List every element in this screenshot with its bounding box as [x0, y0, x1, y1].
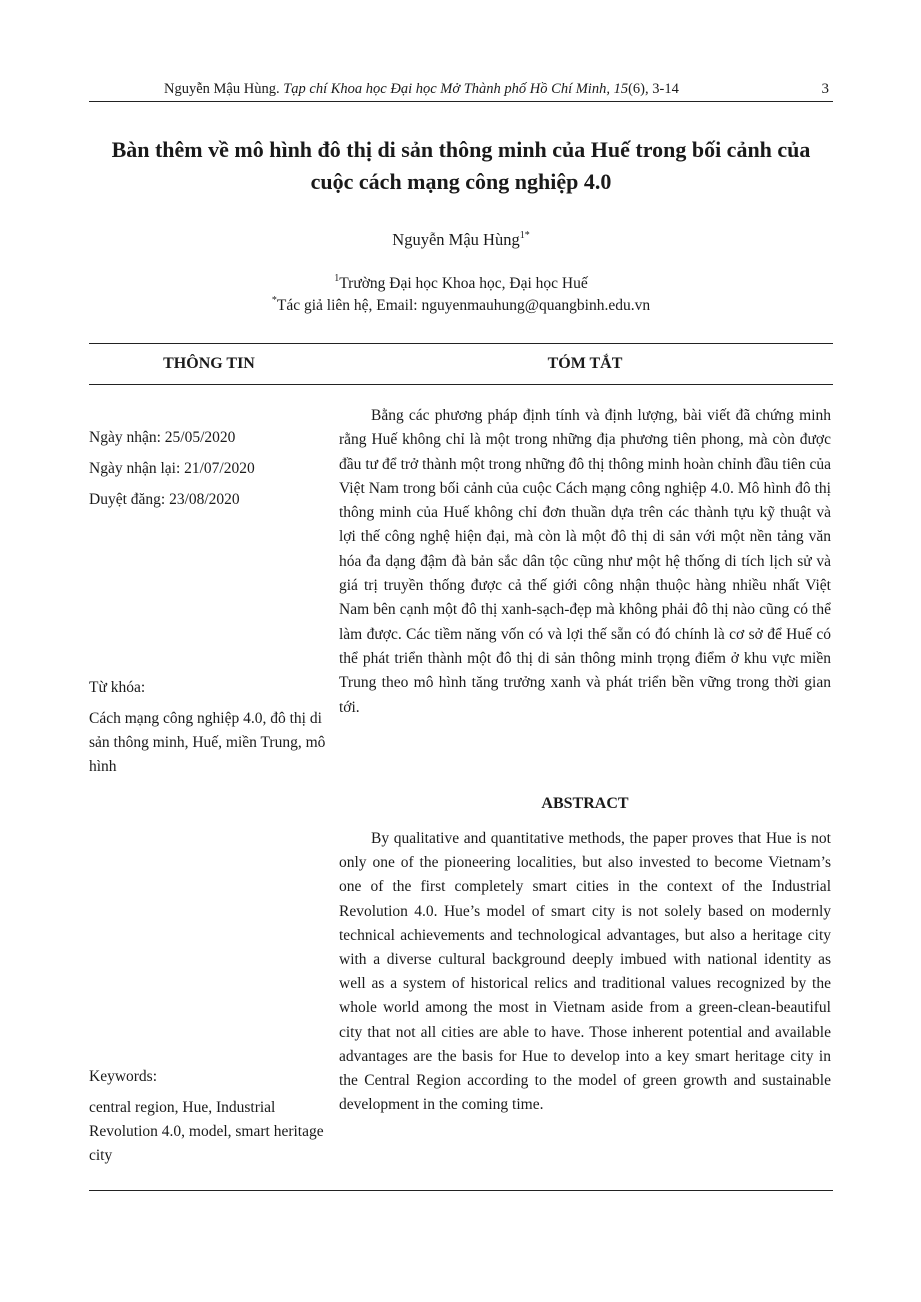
affiliation-sup: 1 — [334, 273, 340, 284]
info-heading: THÔNG TIN — [163, 355, 255, 372]
summary-heading: TÓM TẮT — [547, 355, 623, 372]
summary-vi: Bằng các phương pháp định tính và định lượng, bài viết đã chứng minh rằng Huế không chỉ là một trong những địa phương tiên phong, mà còn được đầu tư để trở thành một trong những đô thị thông minh hoàn chỉnh đầu tiên của Việt Nam trong bối cảnh của cuộc Cách mạng công nghiệp 4.0. Mô hình đô thị thông minh của Huế không chỉ đơn thuần dựa trên các thành tựu kỹ thuật và lợi thế công nghệ hiện đại, mà còn là một đô thị di sản với một nền tảng văn hóa đa dạng đậm đà bản sắc dân tộc cũng như một hệ thống di tích lịch sử và giá trị truyền thống được cả thế giới công nhận thuộc hàng nhiều nhất Việt Nam bên cạnh một đô thị xanh-sạch-đẹp mà không phải đô thị nào cũng có thể làm được. Các tiềm năng vốn có và lợi thế sẵn có đó chính là cơ sở để Huế có thể phát triển thành một đô thị di sản thông minh trọng điểm ở khu vực miền Trung theo mô hình tăng trưởng xanh và phát triển bền vững trong thời gian tới. — [339, 407, 831, 716]
keywords-vi: Cách mạng công nghiệp 4.0, đô thị di sản thông minh, Huế, miền Trung, mô hình — [89, 710, 326, 775]
abstract-heading: ABSTRACT — [541, 795, 629, 812]
section-heading-rule — [89, 384, 833, 385]
citation-volume: 15 — [613, 81, 629, 97]
citation — [164, 78, 679, 100]
received-date: Ngày nhận: 25/05/2020 — [89, 429, 236, 446]
section-bottom-rule — [89, 1190, 833, 1191]
affiliation-text: Trường Đại học Khoa học, Đại học Huế — [339, 275, 588, 292]
page-number: 3 — [821, 81, 829, 97]
corresponding-line — [89, 290, 833, 317]
abstract-en: By qualitative and quantitative methods, the paper proves that Hue is not only one of the pioneering localities, but also invested to become Vietnam’s one of the first completely smart cities in the context of the Industrial Revolution 4.0. Hue’s model of smart city is not solely based on modernly technical achievements and technological advantages, but also a heritage city with a diverse cultural background deeply imbued with national identity as well as a system of historical relics and traditional values recognized by the whole world among the most in Vietnam aside from a green-clean-beautiful city that not all cities are able to have. Those inherent potential and available advantages are the basis for Hue to develop into a key smart heritage city in the Central Region according to the model of green growth and sustainable development in the coming time. — [339, 830, 831, 1114]
keywords-vi-label: Từ khóa: — [89, 679, 146, 696]
citation-author: Nguyễn Mậu Hùng. — [164, 81, 280, 97]
author-sup: 1* — [519, 230, 530, 241]
author-name: Nguyễn Mậu Hùng — [392, 230, 520, 249]
paper-title: Bàn thêm về mô hình đô thị di sản thông minh của Huế trong bối cảnh của cuộc cách mạng công nghiệp 4.0 — [111, 137, 811, 194]
running-header — [89, 78, 833, 100]
corresponding-text: Tác giả liên hệ, Email: nguyenmauhung@quangbinh.edu.vn — [276, 297, 651, 314]
citation-pages: 3-14 — [652, 81, 679, 97]
keywords-en: central region, Hue, Industrial Revolution 4.0, model, smart heritage city — [89, 1099, 324, 1164]
keywords-en-label: Keywords: — [89, 1068, 158, 1085]
author-line — [89, 224, 833, 252]
section-top-rule — [89, 343, 833, 344]
header-rule — [89, 101, 833, 102]
citation-issue: (6), — [628, 81, 649, 97]
corresponding-sup: * — [271, 295, 277, 306]
revised-date: Ngày nhận lại: 21/07/2020 — [89, 460, 255, 477]
accepted-date: Duyệt đăng: 23/08/2020 — [89, 491, 240, 508]
citation-journal: Tạp chí Khoa học Đại học Mở Thành phố Hồ Chí Minh, — [283, 81, 610, 97]
